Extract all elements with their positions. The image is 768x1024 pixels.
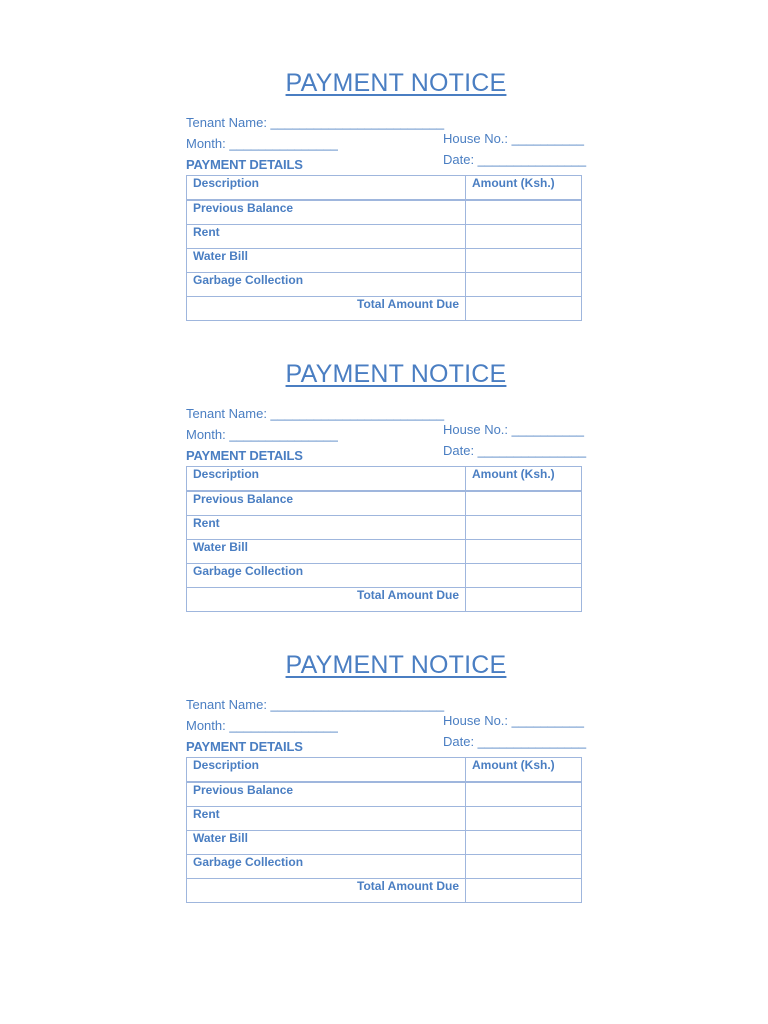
row-label: Garbage Collection — [187, 855, 466, 879]
notice-title: PAYMENT NOTICE — [285, 69, 507, 97]
table-row — [187, 831, 582, 855]
total-row — [187, 297, 582, 321]
amount-cell — [466, 540, 582, 564]
month-field: Month: _______________ — [186, 427, 338, 442]
row-label: Previous Balance — [187, 200, 466, 225]
description-header: Description — [187, 467, 466, 492]
amount-header: Amount (Ksh.) — [466, 758, 582, 783]
table-header-row — [187, 758, 582, 783]
row-label: Water Bill — [187, 249, 466, 273]
row-label: Rent — [187, 807, 466, 831]
amount-header: Amount (Ksh.) — [466, 467, 582, 492]
row-label: Garbage Collection — [187, 564, 466, 588]
payment-details-table — [186, 175, 582, 321]
amount-cell — [466, 225, 582, 249]
house-number-field: House No.: __________ — [443, 713, 584, 728]
amount-cell — [466, 273, 582, 297]
amount-cell — [466, 807, 582, 831]
row-label: Garbage Collection — [187, 273, 466, 297]
payment-details-table — [186, 757, 582, 903]
table-row — [187, 249, 582, 273]
notice-title: PAYMENT NOTICE — [285, 360, 507, 388]
amount-cell — [466, 491, 582, 516]
row-label: Rent — [187, 225, 466, 249]
table-row — [187, 225, 582, 249]
row-label: Previous Balance — [187, 491, 466, 516]
row-label: Previous Balance — [187, 782, 466, 807]
total-amount-cell — [466, 297, 582, 321]
tenant-name-field: Tenant Name: ________________________ — [186, 697, 445, 712]
table-header-row — [187, 176, 582, 201]
row-label: Rent — [187, 516, 466, 540]
payment-details-heading: PAYMENT DETAILS — [186, 448, 303, 463]
payment-details-heading: PAYMENT DETAILS — [186, 739, 303, 754]
payment-details-table — [186, 466, 582, 612]
month-field: Month: _______________ — [186, 136, 338, 151]
description-header: Description — [187, 758, 466, 783]
table-row — [187, 855, 582, 879]
amount-cell — [466, 200, 582, 225]
total-label: Total Amount Due — [187, 297, 466, 321]
row-label: Water Bill — [187, 831, 466, 855]
amount-cell — [466, 782, 582, 807]
total-amount-cell — [466, 879, 582, 903]
amount-header: Amount (Ksh.) — [466, 176, 582, 201]
amount-cell — [466, 564, 582, 588]
house-number-field: House No.: __________ — [443, 422, 584, 437]
amount-cell — [466, 855, 582, 879]
table-row — [187, 540, 582, 564]
table-row — [187, 516, 582, 540]
row-label: Water Bill — [187, 540, 466, 564]
table-row — [187, 807, 582, 831]
month-field: Month: _______________ — [186, 718, 338, 733]
table-row — [187, 564, 582, 588]
tenant-name-field: Tenant Name: ________________________ — [186, 115, 445, 130]
total-label: Total Amount Due — [187, 879, 466, 903]
amount-cell — [466, 249, 582, 273]
payment-details-heading: PAYMENT DETAILS — [186, 157, 303, 172]
total-row — [187, 588, 582, 612]
house-number-field: House No.: __________ — [443, 131, 584, 146]
tenant-name-field: Tenant Name: ________________________ — [186, 406, 445, 421]
table-row — [187, 782, 582, 807]
table-row — [187, 273, 582, 297]
date-field: Date: _______________ — [443, 443, 587, 458]
amount-cell — [466, 516, 582, 540]
table-header-row — [187, 467, 582, 492]
table-row — [187, 200, 582, 225]
date-field: Date: _______________ — [443, 152, 587, 167]
notice-title: PAYMENT NOTICE — [285, 651, 507, 679]
total-amount-cell — [466, 588, 582, 612]
description-header: Description — [187, 176, 466, 201]
amount-cell — [466, 831, 582, 855]
date-field: Date: _______________ — [443, 734, 587, 749]
total-row — [187, 879, 582, 903]
table-row — [187, 491, 582, 516]
total-label: Total Amount Due — [187, 588, 466, 612]
